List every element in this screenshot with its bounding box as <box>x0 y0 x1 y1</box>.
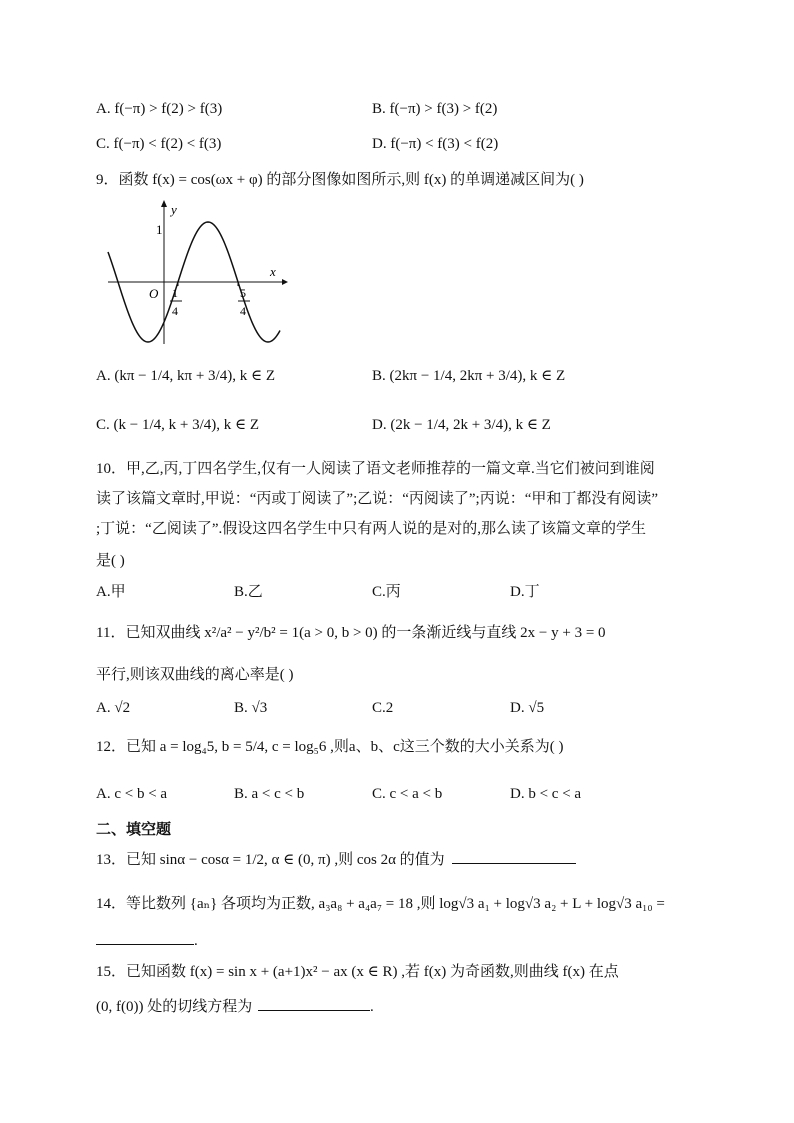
tick2-numerator: 5 <box>240 286 246 300</box>
q8-option-c: C. f(−π) < f(2) < f(3) <box>96 136 222 152</box>
q11-option-a: A. √2 <box>96 700 131 716</box>
q12-stem: 12．已知 a = log₄5, b = 5/4, c = log₅6 ,则a、b、c这三个数的大小关系为( ) <box>96 739 564 755</box>
q9-option-c: C. (k − 1/4, k + 3/4), k ∈ Z <box>96 417 260 433</box>
x-axis-arrow <box>282 279 288 285</box>
q13-answer-blank[interactable] <box>452 849 576 864</box>
q9-cosine-graph <box>104 198 289 346</box>
q10-option-d: D.丁 <box>510 584 540 600</box>
q12-option-a: A. c < b < a <box>96 786 168 802</box>
q15-period: . <box>369 999 374 1015</box>
q13-stem <box>96 849 576 871</box>
q14-answer-blank[interactable] <box>96 930 194 945</box>
tick1-denominator: 4 <box>172 304 178 318</box>
q12-option-c: C. c < a < b <box>372 786 443 802</box>
y-axis-label: y <box>171 202 177 217</box>
q8-option-a: A. f(−π) > f(2) > f(3) <box>96 101 223 117</box>
q10-option-a: A.甲 <box>96 584 126 600</box>
q9-option-b: B. (2kπ − 1/4, 2kπ + 3/4), k ∈ Z <box>372 368 566 384</box>
section-heading: 二、填空题 <box>96 820 172 838</box>
q15-line-1: 15．已知函数 f(x) = sin x + (a+1)x² − ax (x ∈ R) ,若 f(x) 为奇函数,则曲线 f(x) 在点 <box>96 964 619 980</box>
q11-option-c: C.2 <box>372 700 394 716</box>
q10-line-2: 读了该篇文章时,甲说：“丙或丁阅读了”;乙说：“丙阅读了”;丙说：“甲和丁都没有阅读” <box>96 491 659 507</box>
q10-option-c: C.丙 <box>372 584 401 600</box>
q14-line-2 <box>96 930 198 952</box>
q10-line-3: ;丁说：“乙阅读了”.假设这四名学生中只有两人说的是对的,那么读了该篇文章的学生 <box>96 521 646 537</box>
q15-line-2 <box>96 996 374 1018</box>
tick2-denominator: 4 <box>240 304 246 318</box>
q11-option-d: D. √5 <box>510 700 545 716</box>
q10-line-4: 是( ) <box>96 553 125 569</box>
q15-answer-blank[interactable] <box>258 996 370 1011</box>
tick1-numerator: 1 <box>172 286 178 300</box>
q10-option-b: B.乙 <box>234 584 263 600</box>
q10-line-1: 10．甲,乙,丙,丁四名学生,仅有一人阅读了语文老师推荐的一篇文章.当它们被问到谁阅 <box>96 461 655 477</box>
y-intercept-label: 1 <box>156 222 163 237</box>
q12-option-b: B. a < c < b <box>234 786 305 802</box>
q13-text: 13．已知 sinα − cosα = 1/2, α ∈ (0, π) ,则 cos 2α 的值为 <box>96 852 445 868</box>
q9-option-a: A. (kπ − 1/4, kπ + 3/4), k ∈ Z <box>96 368 275 384</box>
q14-line-1: 14．等比数列 {aₙ} 各项均为正数, a₃a₈ + a₄a₇ = 18 ,则 log√3 a₁ + log√3 a₂ + L + log√3 a₁₀ = <box>96 896 665 912</box>
q11-option-b: B. √3 <box>234 700 268 716</box>
q14-period: . <box>194 933 198 949</box>
y-axis-arrow <box>161 200 167 207</box>
q11-line-1: 11．已知双曲线 x²/a² − y²/b² = 1(a > 0, b > 0) 的一条渐近线与直线 2x − y + 3 = 0 <box>96 625 606 641</box>
q15-text: (0, f(0)) 处的切线方程为 <box>96 999 253 1015</box>
q11-line-2: 平行,则该双曲线的离心率是( ) <box>96 667 294 683</box>
q12-option-d: D. b < c < a <box>510 786 582 802</box>
x-axis-label: x <box>270 264 276 279</box>
q8-option-d: D. f(−π) < f(3) < f(2) <box>372 136 499 152</box>
origin-label: O <box>149 286 159 301</box>
q8-option-b: B. f(−π) > f(3) > f(2) <box>372 101 498 117</box>
q9-option-d: D. (2k − 1/4, 2k + 3/4), k ∈ Z <box>372 417 551 433</box>
q9-stem: 9．函数 f(x) = cos(ωx + φ) 的部分图像如图所示,则 f(x) 的单调递减区间为( ) <box>96 172 584 188</box>
